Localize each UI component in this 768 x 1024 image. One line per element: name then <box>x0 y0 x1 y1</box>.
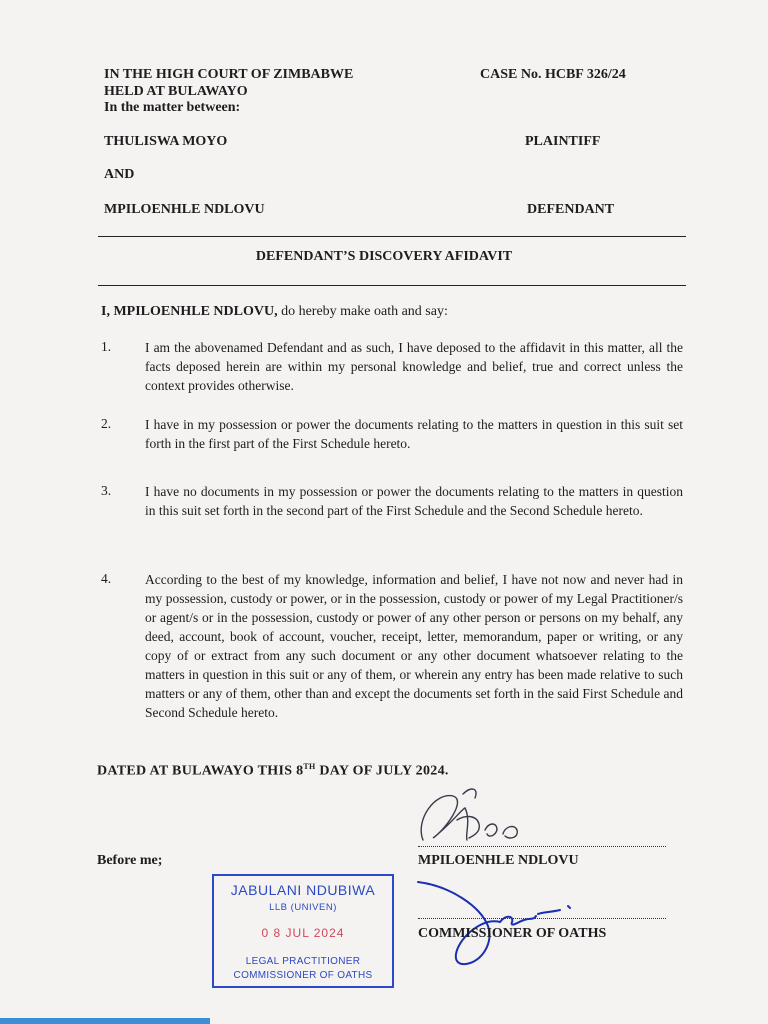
commissioner-stamp <box>212 874 394 988</box>
commissioner-signature-line <box>418 918 666 919</box>
paragraph-text: I have no documents in my possession or power the documents relating to the matters in question in this suit set forth in the second part of the First Schedule and the Second Schedule hereto. <box>145 484 683 518</box>
case-number: CASE No. HCBF 326/24 <box>480 67 626 82</box>
stamp-title-line2: COMMISSIONER OF OATHS <box>233 970 373 981</box>
defendant-name: MPILOENHLE NDLOVU <box>104 202 265 217</box>
dated-ordinal: TH <box>303 762 316 771</box>
before-me-label: Before me; <box>97 853 163 868</box>
stamp-date: 0 8 JUL 2024 <box>261 926 345 940</box>
stamp-name: JABULANI NDUBIWA <box>230 882 376 898</box>
paragraph-text: I am the abovenamed Defendant and as such, I have deposed to the affidavit in this matter, all the facts deposed herein are within my personal knowledge and belief, true and correct unless the context provides otherwise. <box>145 340 683 393</box>
paragraph-number: 1. <box>101 339 112 354</box>
dated-suffix: DAY OF JULY 2024. <box>315 763 449 779</box>
court-name: IN THE HIGH COURT OF ZIMBABWE <box>104 67 354 82</box>
bottom-rule <box>98 285 686 286</box>
and-label: AND <box>104 167 135 182</box>
paragraph-number: 2. <box>101 416 112 431</box>
dated-prefix: DATED AT BULAWAYO THIS 8 <box>97 763 304 779</box>
scan-edge-mark <box>0 1018 210 1024</box>
deponent-name: I, MPILOENHLE NDLOVU, <box>101 304 278 319</box>
dated-line <box>97 762 449 780</box>
plaintiff-role: PLAINTIFF <box>525 134 601 149</box>
paragraph-number: 4. <box>101 571 112 586</box>
deponent-name-label: MPILOENHLE NDLOVU <box>418 853 579 868</box>
court-location: HELD AT BULAWAYO <box>104 84 248 99</box>
paragraph-number: 3. <box>101 483 112 498</box>
deponent-signature <box>405 780 555 852</box>
oath-text: do hereby make oath and say: <box>277 304 448 319</box>
paragraph-text: According to the best of my knowledge, information and belief, I have not now and never had in my possession, custody or power, or in the possession, custody or power of my Legal Practitioner/s or agent/s or in the possession, custody or power of any other person or persons on my behalf, any deed, account, book of account, voucher, receipt, letter, memorandum, paper or writing, or any copy of or extract from any such document or any other document whatsoever relating to the matters in question in this suit or any of them, or wherein any entry has been made relative to such matters or any of them, other than and except the documents set forth in the said First Schedule and Second Schedule hereto. <box>145 572 683 720</box>
defendant-role: DEFENDANT <box>527 202 615 217</box>
commissioner-signature <box>410 876 580 972</box>
deponent-signature-line <box>418 846 666 847</box>
paragraph-text: I have in my possession or power the documents relating to the matters in question in this suit set forth in the first part of the First Schedule hereto. <box>145 417 683 451</box>
stamp-qualification: LLB (UNIVEN) <box>269 902 337 913</box>
document-title: DEFENDANT’S DISCOVERY AFIDAVIT <box>255 249 513 264</box>
top-rule <box>98 236 686 237</box>
plaintiff-name: THULISWA MOYO <box>104 134 228 149</box>
stamp-title-line1: LEGAL PRACTITIONER <box>245 956 361 967</box>
matter-line: In the matter between: <box>104 100 241 115</box>
oath-line <box>101 304 448 320</box>
commissioner-label: COMMISSIONER OF OATHS <box>418 926 607 941</box>
